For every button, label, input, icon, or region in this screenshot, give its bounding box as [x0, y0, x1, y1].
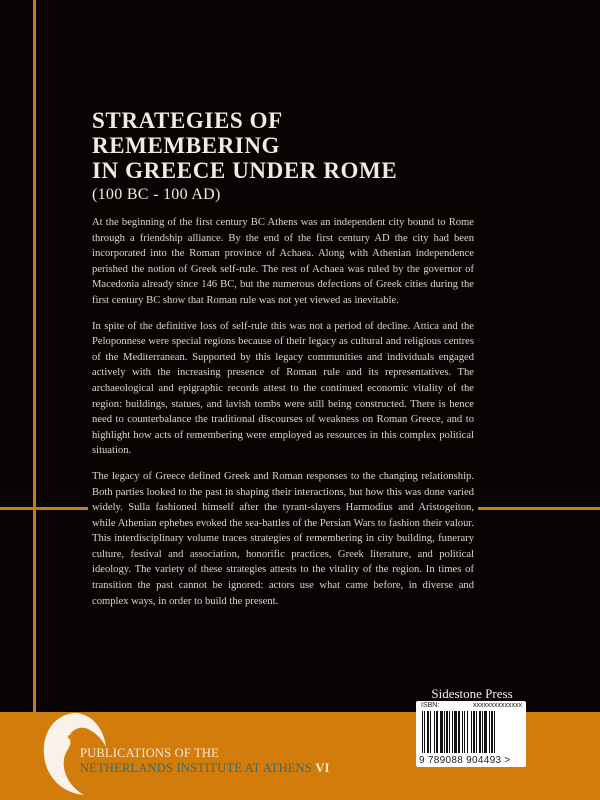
series-volume: VI: [315, 761, 330, 775]
series-line-1: PUBLICATIONS OF THE: [80, 746, 219, 760]
isbn-placeholder: xxxxxxxxxxxxxx: [473, 702, 522, 709]
blurb-paragraph-3: The legacy of Greece defined Greek and Roman responses to the changing relationship. Both parties looked to the past in shaping their interactions, but how this was done varied widely. Sulla fashioned himself after the tyrant-slayers Harmodius and Aristogeiton, while Athenian ephebes evoked the sea-battles of the Persian Wars to fashion their valour. This interdisciplinary volume traces strategies of remembering in city building, funerary culture, festival and association, honorific practices, Greek literature, and political ideology. The variety of these strategies attests to the vitality of the region. In times of transition the past cannot be ignored: actors use what came before, in diverse and complex ways, in order to build the present.: [92, 470, 474, 607]
series-title: [80, 746, 330, 776]
blurb-paragraph-1: At the beginning of the first century BC Athens was an independent city bound to Rome through a friendship alliance. By the end of the first century AD the city had been incorporated into the Roman province of Achaea. Along with Athenian independence perished the notion of Greek self-rule. The rest of Achaea was ruled by the governor of Macedonia already since 146 BC, but the numerous defections of Greek cities during the first century BC show that Roman rule was not yet viewed as inevitable.: [92, 217, 474, 306]
back-cover-text: [88, 108, 478, 619]
book-subtitle: (100 BC - 100 AD): [92, 186, 221, 203]
orange-vertical-rule: [33, 0, 36, 712]
title-line-2: IN GREECE UNDER ROME: [92, 158, 398, 183]
barcode-bar: [495, 711, 496, 753]
barcode-bars: [422, 711, 520, 753]
isbn-label: ISBN:: [421, 702, 440, 709]
title-line-1: STRATEGIES OF REMEMBERING: [92, 108, 282, 158]
book-title: [92, 108, 474, 183]
publisher-name: Sidestone Press: [431, 686, 513, 701]
blurb-paragraph-2: In spite of the definitive loss of self-rule this was not a period of decline. Attica and the Peloponnese were special regions because of their legacy as cultural and religious centres of the Mediterranean. Supported by this legacy communities and individuals engaged actively with the increasing presence of Roman rule and its representatives. The archaeological and epigraphic records attest to the continued economic vitality of the region: buildings, statues, and lavish tombs were still being constructed. There is hence need to counterbalance the traditional discourses of weakness on Roman Greece, and to highlight how acts of remembering were employed as resources in this complex political situation.: [92, 320, 474, 457]
series-line-2: NETHERLANDS INSTITUTE AT ATHENS: [80, 761, 313, 775]
isbn-barcode: [416, 701, 526, 767]
barcode-number: 9 789088 904493 >: [419, 755, 511, 766]
